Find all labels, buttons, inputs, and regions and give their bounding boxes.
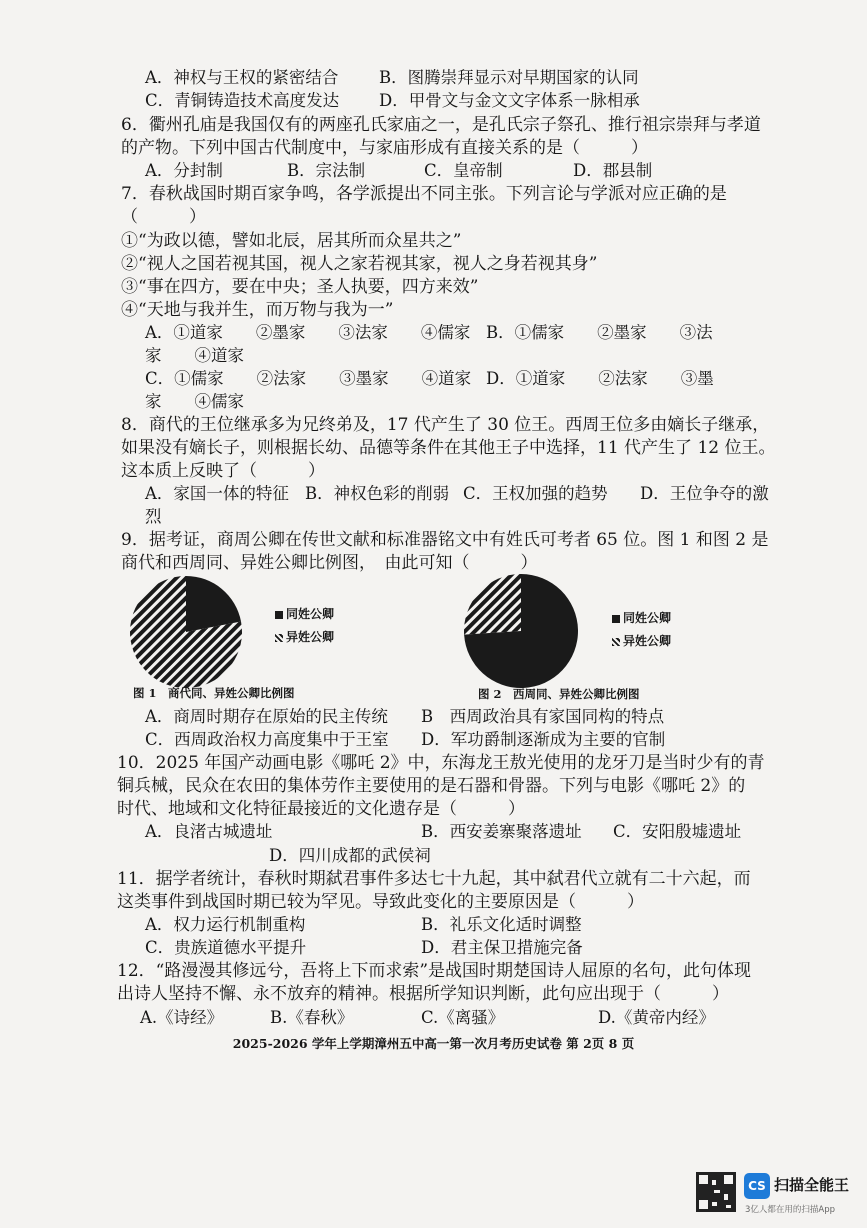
q12-option-a: A.《诗经》	[140, 1008, 224, 1027]
q11-option-d: D．君主保卫措施完备	[421, 938, 583, 957]
q10-option-b: B．西安姜寨聚落遗址	[421, 822, 582, 841]
q6-option-a: A．分封制	[145, 161, 223, 180]
legend-same-surname-1: 同姓公卿	[275, 605, 334, 622]
figure-2-caption: 图 2 西周同、异姓公卿比例图	[478, 687, 640, 701]
q7-statement-3: ③“事在四方，要在中央；圣人执要，四方来效”	[121, 277, 479, 297]
q7-stem-line2: （ ）	[121, 207, 206, 227]
page-footer: 2025-2026 学年上学期漳州五中高一第一次月考历史试卷 第 2页 8 页	[232, 1036, 635, 1051]
q8-option-a: A．家国一体的特征	[145, 484, 289, 503]
scanner-tagline: 3亿人都在用的扫描App	[745, 1205, 836, 1215]
q7-option-d: D．①道家 ②法家 ③墨	[486, 369, 714, 388]
q9-stem-line1: 9．据考证，商周公卿在传世文献和标准器铭文中有姓氏可考者 65 位。图 1 和图 2 是	[121, 530, 769, 550]
qr-code-icon	[696, 1172, 736, 1212]
q5-option-d: D．甲骨文与金文文字体系一脉相承	[379, 91, 640, 110]
q8-option-c: C．王权加强的趋势	[463, 484, 608, 503]
q8-option-d-cont: 烈	[145, 507, 162, 526]
legend-diff-surname-2: 异姓公卿	[612, 632, 671, 649]
q11-option-c: C．贵族道德水平提升	[145, 938, 307, 957]
q8-stem-line1: 8．商代的王位继承多为兄终弟及，17 代产生了 30 位王。西周王位多由嫡长子继承，	[121, 415, 770, 435]
q12-stem-line2: 出诗人坚持不懈、永不放弃的精神。根据所学知识判断，此句应出现于（ ）	[117, 984, 729, 1004]
q7-statement-4: ④“天地与我并生，而万物与我为一”	[121, 300, 394, 320]
q11-stem-line1: 11．据学者统计，春秋时期弑君事件多达七十九起，其中弑君代立就有二十六起，而	[117, 869, 751, 889]
q6-stem-line2: 的产物。下列中国古代制度中，与家庙形成有直接关系的是（ ）	[121, 138, 648, 158]
q7-option-b: B．①儒家 ②墨家 ③法	[486, 323, 713, 342]
q10-option-d: D．四川成都的武侯祠	[269, 846, 431, 865]
q8-stem-line3: 这本质上反映了（ ）	[121, 461, 325, 481]
q12-stem-line1: 12．“路漫漫其修远兮，吾将上下而求索”是战国时期楚国诗人屈原的名句，此句体现	[117, 961, 752, 981]
q7-option-b-cont: 家 ④道家	[145, 346, 244, 365]
q11-option-a: A．权力运行机制重构	[145, 915, 306, 934]
q7-statement-1: ①“为政以德，譬如北辰，居其所而众星共之”	[121, 231, 462, 251]
q11-option-b: B．礼乐文化适时调整	[421, 915, 582, 934]
pie-chart-western-zhou	[462, 572, 580, 690]
legend-same-surname-2: 同姓公卿	[612, 609, 671, 626]
q7-option-d-cont: 家 ④儒家	[145, 392, 244, 411]
q10-option-a: A．良渚古城遗址	[145, 822, 273, 841]
q5-option-a: A．神权与王权的紧密结合	[145, 68, 339, 87]
q6-option-b: B．宗法制	[287, 161, 366, 180]
q9-option-c: C．西周政治权力高度集中于王室	[145, 730, 389, 749]
q8-stem-line2: 如果没有嫡长子，则根据长幼、品德等条件在其他王子中选择，11 代产生了 12 位王。	[121, 438, 776, 458]
q12-option-c: C.《离骚》	[421, 1008, 505, 1027]
q10-stem-line3: 时代、地域和文化特征最接近的文化遗存是（ ）	[117, 799, 525, 819]
q7-stem-line1: 7．春秋战国时期百家争鸣，各学派提出不同主张。下列言论与学派对应正确的是	[121, 184, 727, 204]
q6-stem-line1: 6．衢州孔庙是我国仅有的两座孔氏家庙之一，是孔氏宗子祭孔、推行祖宗崇拜与孝道	[121, 115, 761, 135]
q7-option-a: A．①道家 ②墨家 ③法家 ④儒家	[145, 323, 471, 342]
q8-option-b: B．神权色彩的削弱	[305, 484, 450, 503]
q9-option-a: A．商周时期存在原始的民主传统	[145, 707, 388, 726]
q12-option-d: D.《黄帝内经》	[598, 1008, 715, 1027]
q5-option-b: B．图腾崇拜显示对早期国家的认同	[379, 68, 639, 87]
q6-option-d: D．郡县制	[573, 161, 653, 180]
pie-slice-diff-surname	[464, 574, 521, 635]
q10-stem-line1: 10．2025 年国产动画电影《哪吒 2》中，东海龙王敖光使用的龙牙刀是当时少有的青	[117, 753, 765, 773]
q10-option-c: C．安阳殷墟遗址	[613, 822, 742, 841]
pie-chart-shang	[128, 574, 244, 690]
q9-option-d: D．军功爵制逐渐成为主要的官制	[421, 730, 666, 749]
legend-diff-surname-1: 异姓公卿	[275, 628, 334, 645]
q6-option-c: C．皇帝制	[424, 161, 503, 180]
q7-statement-2: ②“视人之国若视其国，视人之家若视其家，视人之身若视其身”	[121, 254, 598, 274]
scanner-brand-name: 扫描全能王	[774, 1176, 850, 1194]
scanner-logo-icon: CS	[744, 1173, 770, 1199]
q10-stem-line2: 铜兵械，民众在农田的集体劳作主要使用的是石器和骨器。下列与电影《哪吒 2》的	[117, 776, 746, 796]
q8-option-d: D．王位争夺的激	[640, 484, 769, 503]
q9-stem-line2: 商代和西周同、异姓公卿比例图， 由此可知（ ）	[121, 553, 538, 573]
q12-option-b: B.《春秋》	[270, 1008, 354, 1027]
q5-option-c: C．青铜铸造技术高度发达	[145, 91, 340, 110]
figure-1-caption: 图 1 商代同、异姓公卿比例图	[133, 686, 295, 700]
q9-option-b: B 西周政治具有家国同构的特点	[421, 707, 665, 726]
q7-option-c: C．①儒家 ②法家 ③墨家 ④道家	[145, 369, 472, 388]
q11-stem-line2: 这类事件到战国时期已较为罕见。导致此变化的主要原因是（ ）	[117, 892, 644, 912]
